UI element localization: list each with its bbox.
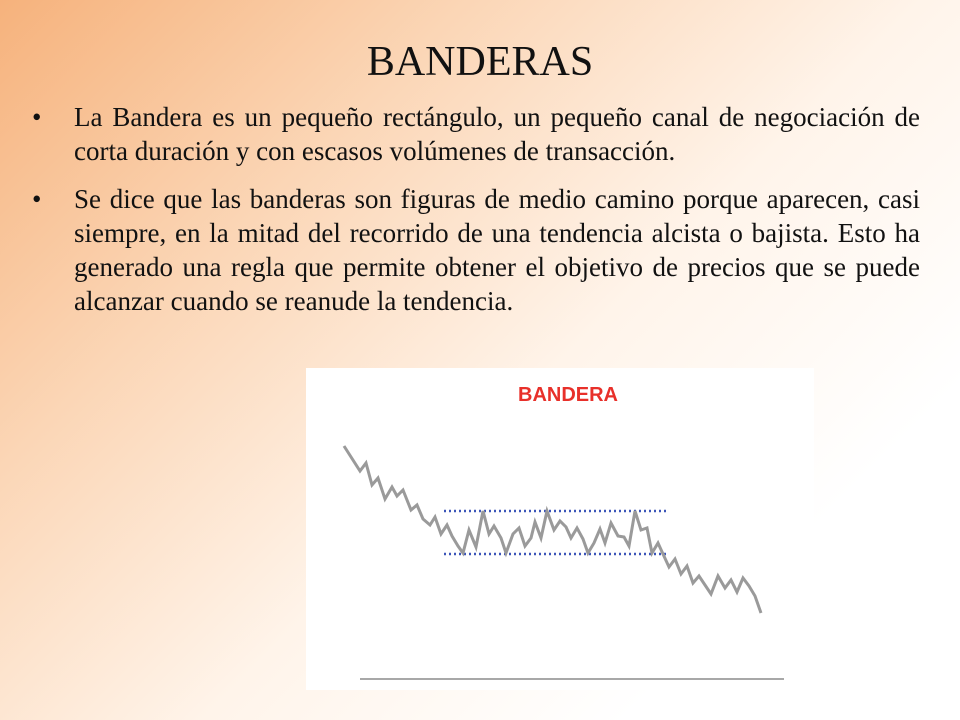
figure-title: BANDERA <box>518 384 618 406</box>
bullet-text: Se dice que las banderas son figuras de medio camino porque aparecen, casi siempre, en la mitad del recorrido de una tendencia alcista o bajista. Esto ha generado una regla que permite obtener el objetivo de precios que se puede alcanzar cuando se reanude la tendencia. <box>74 184 920 316</box>
flag-pattern-figure <box>306 368 814 690</box>
bullet-dot: • <box>32 184 42 214</box>
flag-pattern-svg <box>306 368 814 690</box>
price-line <box>344 446 761 613</box>
bullet-item <box>32 100 920 168</box>
bullet-dot: • <box>32 102 42 132</box>
slide-divider-line <box>360 678 784 680</box>
slide-title: BANDERAS <box>366 39 594 85</box>
bullet-item <box>32 182 920 318</box>
bullet-list <box>32 100 920 332</box>
bullet-text: La Bandera es un pequeño rectángulo, un pequeño canal de negociación de corta duración y con escasos volúmenes de transacción. <box>74 102 920 166</box>
